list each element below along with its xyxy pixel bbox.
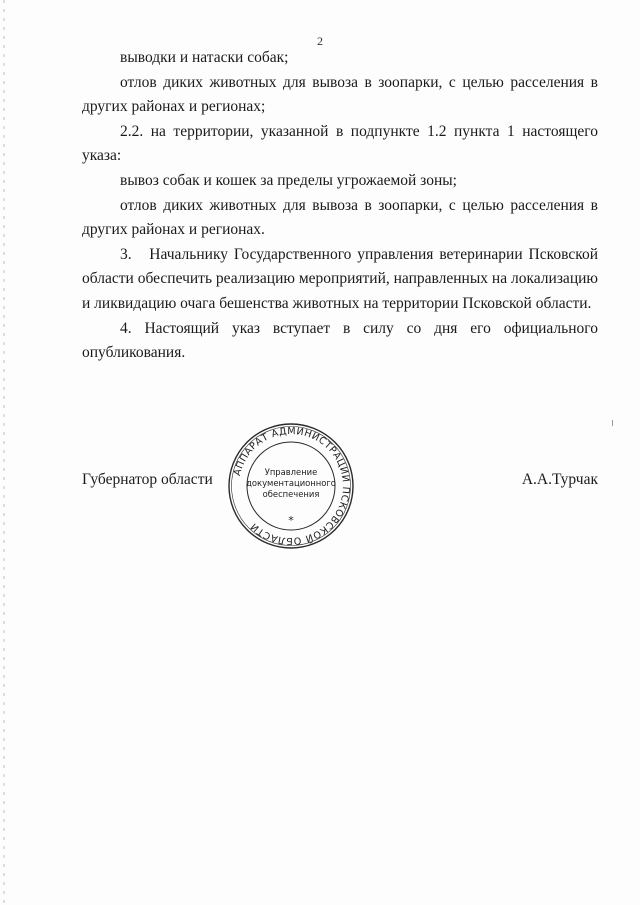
paragraph-clause-4: 4. Настоящий указ вступает в силу со дня его официального опубликования. <box>82 319 598 362</box>
document-body <box>82 46 598 366</box>
stamp-center-line-2: документационного <box>246 478 336 488</box>
stamp-star-icon: * <box>288 514 294 527</box>
stamp-center-line-3: обеспечения <box>262 489 320 499</box>
paragraph-wild-animals-2: отлов диких животных для вывоза в зоопарки, с целью расселения в других районах и регионах. <box>82 196 598 239</box>
signatory-title: Губернатор области <box>82 471 213 488</box>
signatory-name: А.А.Турчак <box>521 471 598 488</box>
paragraph-pets-removal: вывоз собак и кошек за пределы угрожаемой зоны; <box>120 171 457 189</box>
paragraph-dog-training: выводки и натаски собак; <box>120 49 289 66</box>
stamp-ring-text: АППАРАТ АДМИНИСТРАЦИИ ПСКОВСКОЙ ОБЛАСТИ <box>232 425 352 547</box>
paragraph-wild-animals-1: отлов диких животных для вывоза в зоопарки, с целью расселения в других районах и регионах; <box>82 73 598 116</box>
official-stamp <box>226 421 356 551</box>
scan-mark <box>612 420 613 426</box>
page-number: 2 <box>317 34 323 48</box>
stamp-graphic <box>226 421 356 551</box>
stamp-center-line-1: Управление <box>264 467 318 477</box>
paragraph-clause-3: 3. Начальнику Государственного управления ветеринарии Псковской области обеспечить реализацию мероприятий, направленных на локализацию и ликвидацию очага бешенства животных на территории Псковской области. <box>82 245 598 312</box>
paragraph-clause-2-2: 2.2. на территории, указанной в подпункте 1.2 пункта 1 настоящего указа: <box>82 122 598 165</box>
scan-edge-artifact <box>3 0 5 905</box>
